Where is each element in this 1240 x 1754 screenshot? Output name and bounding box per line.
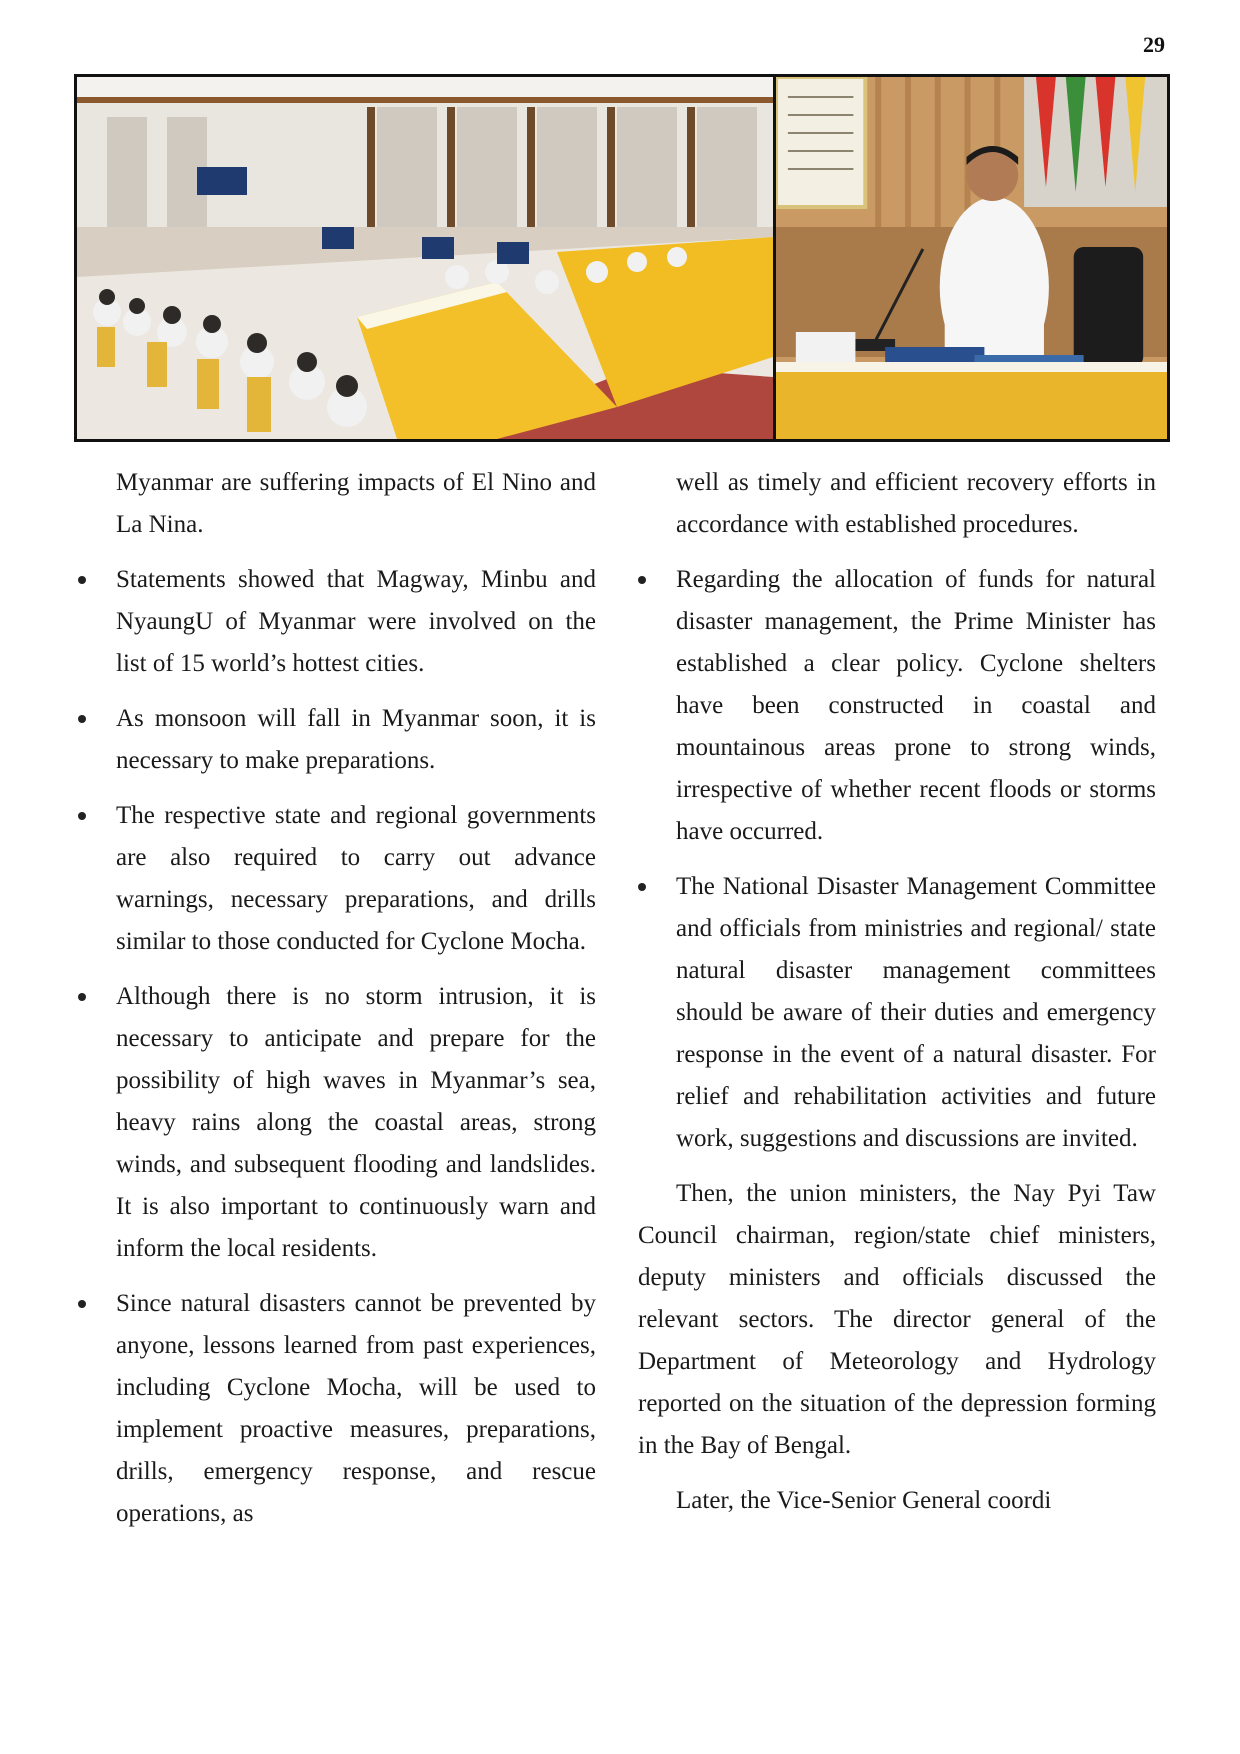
bullet-item	[638, 559, 1156, 853]
bullet-icon	[638, 576, 646, 584]
meeting-hall-photo	[77, 77, 773, 439]
bullet-item	[78, 795, 596, 963]
bullet-icon	[78, 715, 86, 723]
bullet-text: Regarding the allocation of funds for natural disaster management, the Prime Minister has established a clear policy. Cyclone shelters have been constructed in coastal and mountainous areas prone to strong winds, irrespective of whether recent floods or storms have occurred.	[676, 566, 1156, 845]
bullet-icon	[78, 812, 86, 820]
body-paragraph: Later, the Vice-Senior General coordi	[676, 1487, 1052, 1514]
page-number: 29	[1143, 32, 1165, 57]
speaker-at-podium-photo	[776, 77, 1167, 439]
left-text-column	[78, 462, 596, 1535]
bullet-text: As monsoon will fall in Myanmar soon, it is necessary to make preparations.	[116, 705, 596, 774]
bullet-text: Statements showed that Magway, Minbu and NyaungU of Myanmar were involved on the list of 15 world’s hottest cities.	[116, 566, 596, 677]
photo-strip	[74, 74, 1170, 442]
body-paragraph: Then, the union ministers, the Nay Pyi Taw Council chairman, region/state chief ministers, deputy ministers and officials discussed the relevant sectors. The director general of the Department of Meteorology and Hydrology reported on the situation of the depression forming in the Bay of Bengal.	[638, 1180, 1156, 1459]
bullet-item	[78, 698, 596, 782]
bullet-text: Although there is no storm intrusion, it is necessary to anticipate and prepare for the possibility of high waves in Myanmar’s sea, heavy rains along the coastal areas, strong winds, and subsequent flooding and landslides. It is also important to continuously warn and inform the local residents.	[116, 983, 596, 1262]
bullet-item	[78, 1283, 596, 1535]
bullet-text: The respective state and regional governments are also required to carry out advance warnings, necessary preparations, and drills similar to those conducted for Cyclone Mocha.	[116, 802, 596, 955]
bullet-icon	[78, 993, 86, 1001]
continuation-paragraph: well as timely and efficient recovery efforts in accordance with established procedures.	[676, 469, 1156, 538]
bullet-icon	[78, 1300, 86, 1308]
bullet-icon	[638, 883, 646, 891]
bullet-icon	[78, 576, 86, 584]
continuation-paragraph: Myanmar are suffering impacts of El Nino and La Nina.	[116, 469, 596, 538]
bullet-item	[78, 559, 596, 685]
bullet-item	[78, 976, 596, 1270]
right-text-column	[638, 462, 1156, 1522]
bullet-item	[638, 866, 1156, 1160]
bullet-text: Since natural disasters cannot be prevented by anyone, lessons learned from past experiences, including Cyclone Mocha, will be used to implement proactive measures, preparations, drills, emergency response, and rescue operations, as	[116, 1290, 596, 1527]
bullet-text: The National Disaster Management Committee and officials from ministries and regional/ state natural disaster management committees should be aware of their duties and emergency response in the event of a natural disaster. For relief and rehabilitation activities and future work, suggestions and discussions are invited.	[676, 873, 1156, 1152]
